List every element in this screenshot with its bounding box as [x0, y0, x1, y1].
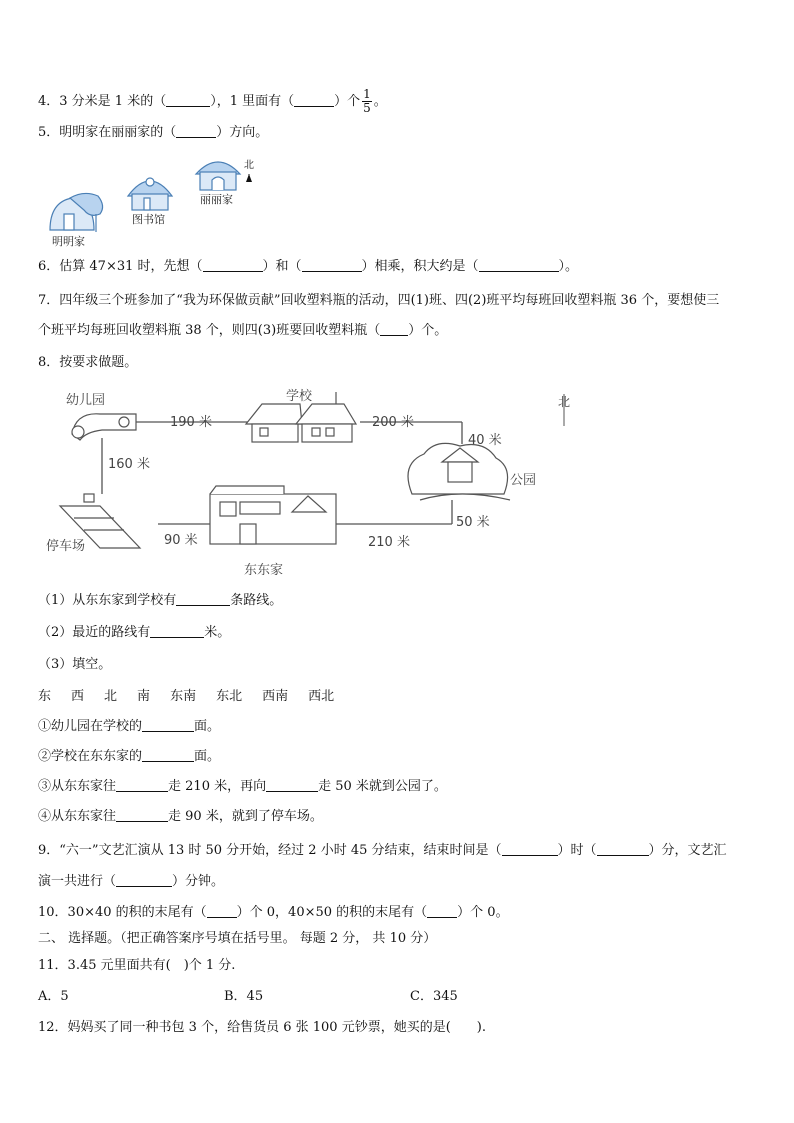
distance-label: 190 米	[170, 415, 212, 430]
q6-text-c: ）相乘，积大约是（	[361, 259, 479, 274]
direction-word: 北	[104, 689, 118, 704]
fill-3-mid: 走 210 米，再向	[168, 779, 267, 794]
answer-blank[interactable]	[150, 624, 204, 638]
answer-blank[interactable]	[142, 748, 194, 762]
q4-text-a: 4．3 分米是 1 米的（	[38, 94, 167, 109]
distance-label: 210 米	[368, 535, 410, 550]
answer-blank[interactable]	[207, 904, 237, 918]
q8-fill-1	[38, 718, 220, 736]
answer-blank[interactable]	[116, 873, 172, 887]
q6-text: 6．估算 47×31 时，先想（	[38, 259, 203, 274]
distance-label: 40 米	[468, 433, 502, 448]
fill-1-suffix: 面。	[194, 719, 221, 734]
dongdong-home-icon	[210, 486, 336, 544]
section-2-text: 二、 选择题。（把正确答案序号填在括号里。 每题 2 分， 共 10 分）	[38, 931, 437, 946]
answer-blank[interactable]	[266, 778, 318, 792]
answer-blank[interactable]	[166, 93, 210, 107]
q4-text-d: 。	[373, 94, 387, 109]
school-label: 学校	[286, 389, 313, 404]
question-12	[38, 1019, 486, 1037]
section-2-heading	[38, 930, 436, 948]
q12-text: 12．妈妈买了同一种书包 3 个，给售货员 6 张 100 元钞票，她买的是( ).	[38, 1020, 486, 1035]
question-8	[38, 354, 137, 372]
kindergarten-label: 幼儿园	[66, 393, 106, 408]
mingming-house-icon	[50, 193, 103, 232]
q8-fill-3	[38, 778, 447, 796]
question-9-line-1	[38, 842, 727, 860]
answer-blank[interactable]	[116, 778, 168, 792]
option-a[interactable]: A．5	[38, 989, 69, 1004]
q7-line-1: 7．四年级三个班参加了“我为环保做贡献”回收塑料瓶的活动，四(1)班、四(2)班平均每班回收塑料瓶 36 个，要想使三	[38, 293, 720, 308]
q10-text-b: ）个 0，40×50 的积的末尾有（	[236, 905, 428, 920]
q5-text-b: ）方向。	[216, 125, 269, 140]
north-label: 北	[244, 160, 254, 171]
north-arrow-icon	[246, 174, 252, 182]
q9-text-b: ）时（	[557, 843, 597, 858]
q11-options	[38, 988, 458, 1006]
q7-line-2b: ）个。	[408, 323, 448, 338]
fill-2-suffix: 面。	[194, 749, 221, 764]
q11-text: 11．3.45 元里面共有( )个 1 分.	[38, 958, 236, 973]
map-north-label: 北	[558, 395, 571, 409]
q8-sub-1-text: （1）从东东家到学校有	[38, 593, 177, 608]
q8-sub-2-text: （2）最近的路线有	[38, 625, 151, 640]
distance-label: 50 米	[456, 515, 490, 530]
direction-word: 东北	[216, 689, 243, 704]
q8-text: 8．按要求做题。	[38, 355, 138, 370]
answer-blank[interactable]	[502, 842, 558, 856]
distance-label: 200 米	[372, 415, 414, 430]
q8-sub-1	[38, 592, 282, 610]
direction-word: 东	[38, 689, 52, 704]
parking-label: 停车场	[46, 539, 86, 554]
answer-blank[interactable]	[479, 258, 559, 272]
q9-text-c: ）分，文艺汇	[648, 843, 727, 858]
route-map	[40, 384, 600, 580]
fill-2-text: ②学校在东东家的	[38, 749, 143, 764]
q6-text-b: ）和（	[262, 259, 302, 274]
park-label: 公园	[510, 473, 537, 488]
lili-home-label: 丽丽家	[200, 193, 233, 206]
library-label: 图书馆	[132, 213, 165, 226]
q8-sub-3	[38, 656, 111, 674]
q8-sub-1-suffix: 条路线。	[230, 593, 283, 608]
dongdong-home-label: 东东家	[244, 563, 284, 578]
houses-figure	[40, 152, 280, 252]
answer-blank[interactable]	[203, 258, 263, 272]
q9-line-2-text: 演一共进行（	[38, 874, 117, 889]
q6-text-d: ）。	[558, 259, 579, 274]
direction-word: 南	[137, 689, 151, 704]
question-10	[38, 904, 509, 922]
question-11	[38, 957, 235, 975]
answer-blank[interactable]	[302, 258, 362, 272]
direction-word: 西北	[308, 689, 335, 704]
park-icon	[408, 443, 510, 500]
direction-word: 东南	[170, 689, 197, 704]
q4-text-b: ），1 里面有（	[210, 94, 295, 109]
distance-label: 160 米	[108, 457, 150, 472]
q7-line-2a: 个班平均每班回收塑料瓶 38 个，则四(3)班要回收塑料瓶（	[38, 323, 381, 338]
answer-blank[interactable]	[176, 592, 230, 606]
q5-text: 5．明明家在丽丽家的（	[38, 125, 177, 140]
question-5	[38, 124, 268, 142]
fill-3-text: ③从东东家往	[38, 779, 117, 794]
answer-blank[interactable]	[427, 904, 457, 918]
question-4	[38, 88, 387, 115]
direction-word: 西南	[262, 689, 289, 704]
q8-sub-3-text: （3）填空。	[38, 657, 112, 672]
question-7-line-2	[38, 322, 447, 340]
answer-blank[interactable]	[380, 322, 408, 336]
q10-text: 10．30×40 的积的末尾有（	[38, 905, 207, 920]
q9-text: 9．“六一”文艺汇演从 13 时 50 分开始，经过 2 小时 45 分结束，结束时间是（	[38, 843, 502, 858]
fill-4-suffix: 走 90 米，就到了停车场。	[168, 809, 323, 824]
q8-fill-4	[38, 808, 323, 826]
answer-blank[interactable]	[597, 842, 649, 856]
mingming-home-label: 明明家	[52, 235, 85, 248]
fill-3-suffix: 走 50 米就到公园了。	[318, 779, 447, 794]
answer-blank[interactable]	[294, 93, 334, 107]
kindergarten-icon	[72, 414, 136, 440]
fraction	[362, 88, 372, 115]
lili-house-icon	[196, 162, 240, 190]
distance-label: 90 米	[164, 533, 198, 548]
library-icon	[128, 178, 172, 210]
q8-sub-2	[38, 624, 230, 642]
q10-text-c: ）个 0。	[457, 905, 509, 920]
option-b[interactable]: B．45	[224, 989, 264, 1004]
option-c[interactable]: C．345	[410, 989, 458, 1004]
question-7-line-1	[38, 292, 719, 310]
answer-blank[interactable]	[176, 124, 216, 138]
fraction-numerator: 1	[363, 87, 371, 101]
fill-1-text: ①幼儿园在学校的	[38, 719, 143, 734]
direction-word: 西	[71, 689, 85, 704]
q8-fill-2	[38, 748, 220, 766]
q4-text-c: ）个	[334, 94, 361, 109]
question-9-line-2	[38, 873, 224, 891]
direction-words	[38, 688, 334, 706]
fraction-denominator: 5	[363, 101, 371, 115]
answer-blank[interactable]	[142, 718, 194, 732]
question-6	[38, 258, 578, 276]
answer-blank[interactable]	[116, 808, 168, 822]
q8-sub-2-suffix: 米。	[204, 625, 231, 640]
q9-line-2-suffix: ）分钟。	[172, 874, 225, 889]
fill-4-text: ④从东东家往	[38, 809, 117, 824]
